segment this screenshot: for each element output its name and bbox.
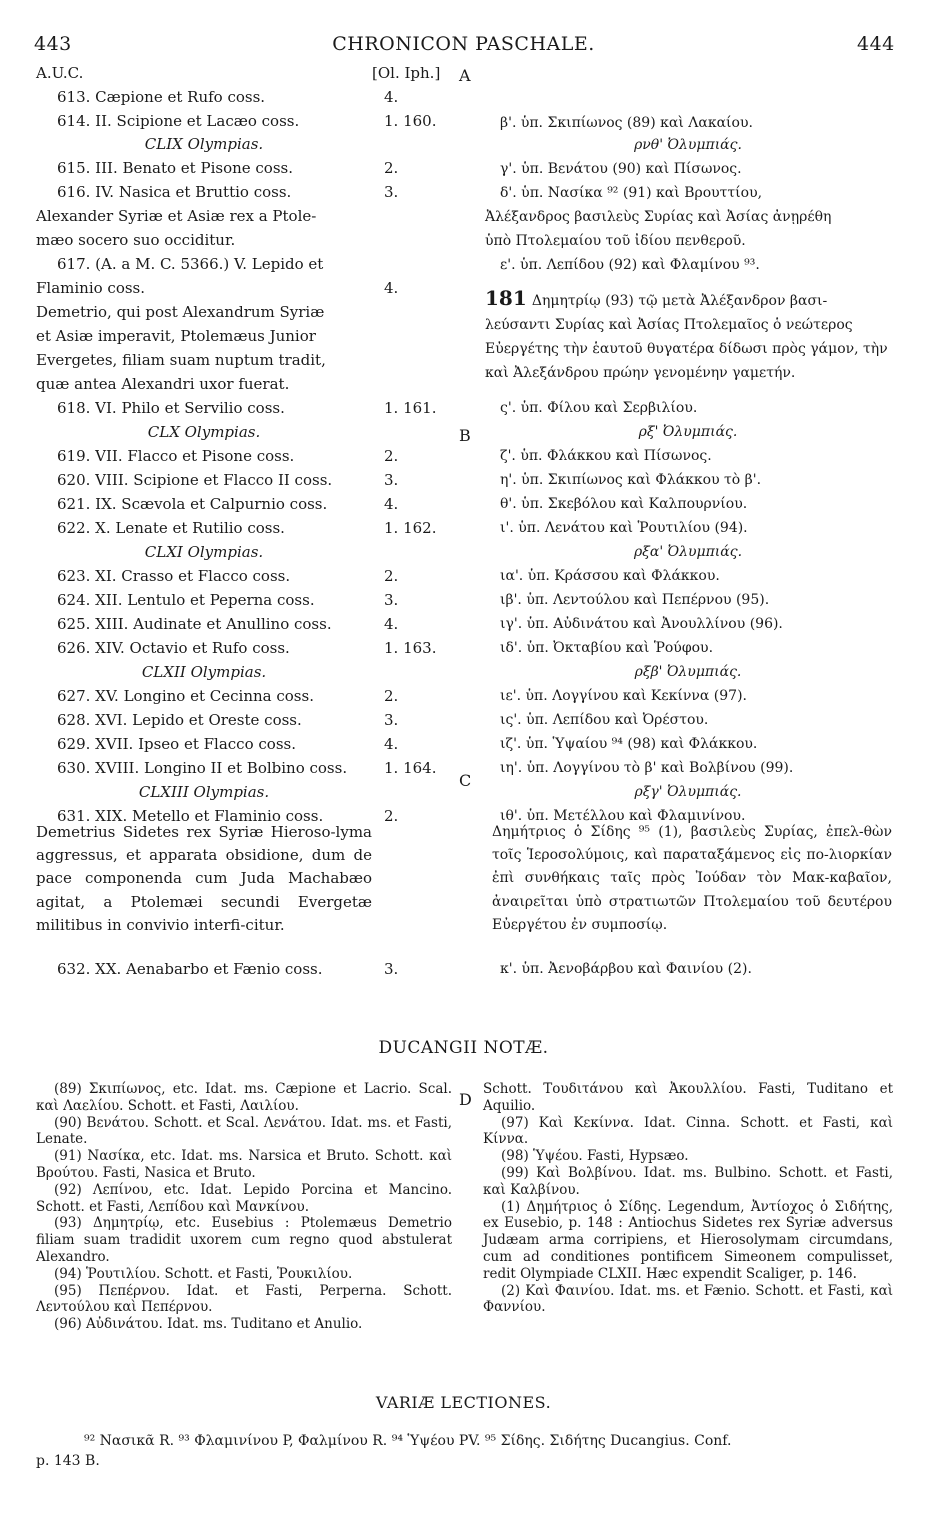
- latin-row-number: 3.: [384, 591, 399, 609]
- margin-letter-c: C: [459, 771, 472, 790]
- latin-row: 626. XIV. Octavio et Rufo coss.: [57, 639, 290, 657]
- greek-row: θ'. ὑπ. Σκεβόλου καὶ Καλπουρνίου.: [500, 496, 748, 512]
- note-entry: (1) Δημήτριος ὁ Σίδης. Legendum, Ἀντίοχος ὁ Σιδήτης, ex Eusebio, p. 148 : Antiochus Sidetes rex Syriæ adversus Judæam arma corripiens, et Hierosolymam circumdans, cum ad conditiones pontificem Simeonem compulisset, redit Olympiade CLXII. Hæc expendit Scaliger, p. 146.: [483, 1198, 893, 1282]
- note-entry: Schott. Τουδιτάνου καὶ Ἀκουλλίου. Fasti, Tuditano et Aquilio.: [483, 1081, 893, 1114]
- latin-demetrius-paragraph: Demetrius Sidetes rex Syriæ Hieroso-lyma aggressus, et apparata obsidione, dum de pace componenda cum Juda Machabæo agitat, a Ptolemæi secundi Evergetæ militibus in convivio interfi-citur.: [36, 823, 372, 934]
- greek-row: ς'. ὑπ. Φίλου καὶ Σερβιλίου.: [500, 400, 698, 416]
- note-entry: (96) Αὐδινάτου. Idat. ms. Tuditano et Anulio.: [54, 1316, 363, 1333]
- latin-row-number: 4.: [384, 279, 399, 297]
- page-title: CHRONICON PASCHALE.: [332, 33, 595, 55]
- latin-row-number: 2.: [384, 159, 399, 177]
- latin-row: 629. XVII. Ipseo et Flacco coss.: [57, 735, 296, 753]
- greek-row: ις'. ὑπ. Λεπίδου καὶ Ὀρέστου.: [500, 712, 709, 728]
- latin-row: et Asiæ imperavit, Ptolemæus Junior: [36, 327, 316, 345]
- latin-row-number: 2.: [384, 687, 399, 705]
- latin-row: 624. XII. Lentulo et Peperna coss.: [57, 591, 315, 609]
- latin-row-number: 4.: [384, 615, 399, 633]
- note-entry: (93) Δημητρίῳ, etc. Eusebius : Ptolemæus Demetrio filiam suam tradidit uxorem cum regno quod abstulerat Alexandro.: [36, 1215, 452, 1265]
- greek-last-row: κ'. ὑπ. Ἀενοβάρβου καὶ Φαινίου (2).: [500, 961, 752, 977]
- latin-row: CLXII Olympias.: [141, 663, 267, 681]
- variae-line-2: p. 143 B.: [36, 1453, 100, 1469]
- greek-row: ε'. ὑπ. Λεπίδου (92) καὶ Φλαμίνου ⁹³.: [500, 257, 760, 273]
- greek-row: ρνθ' Ὀλυμπιάς.: [634, 137, 742, 153]
- latin-row: 614. II. Scipione et Lacæo coss.: [57, 112, 300, 130]
- latin-row: 628. XVI. Lepido et Oreste coss.: [57, 711, 302, 729]
- greek-row: Ἀλέξανδρος βασιλεὺς Συρίας καὶ Ἀσίας ἀνῃρέθη: [485, 209, 832, 225]
- greek-row: ιβ'. ὑπ. Λεντούλου καὶ Πεπέρνου (95).: [500, 592, 770, 608]
- greek-row: ιθ'. ὑπ. Μετέλλου καὶ Φλαμινίνου.: [500, 808, 746, 824]
- latin-row-number: 2.: [384, 807, 399, 825]
- latin-row: 620. VIII. Scipione et Flacco II coss.: [57, 471, 333, 489]
- latin-row: 622. X. Lenate et Rutilio coss.: [57, 519, 285, 537]
- margin-letter-a: A: [459, 66, 471, 85]
- latin-row-number: 3.: [384, 711, 399, 729]
- latin-last-number: 3.: [384, 960, 399, 978]
- latin-row: 631. XIX. Metello et Flaminio coss.: [57, 807, 324, 825]
- note-entry: (94) Ῥουτιλίου. Schott. et Fasti, Ῥουκιλίου.: [54, 1265, 353, 1282]
- latin-row: mæo socero suo occiditur.: [36, 231, 236, 249]
- greek-row: γ'. ὑπ. Βενάτου (90) καὶ Πίσωνος.: [500, 161, 742, 177]
- latin-row: Flaminio coss.: [36, 279, 146, 297]
- greek-row: ρξγ' Ὀλυμπιάς.: [634, 784, 742, 800]
- greek-row: ρξβ' Ὀλυμπιάς.: [634, 664, 742, 680]
- latin-row-number: 3.: [384, 471, 399, 489]
- latin-row-number: 1. 164.: [384, 759, 437, 777]
- latin-row: Alexander Syriæ et Asiæ rex a Ptole-: [36, 207, 317, 225]
- greek-row: ιε'. ὑπ. Λογγίνου καὶ Κεκίννα (97).: [500, 688, 747, 704]
- note-entry: (2) Καὶ Φαινίου. Idat. ms. et Fænio. Schott. et Fasti, καὶ Φαννίου.: [483, 1282, 893, 1316]
- note-entry: (95) Πεπέρνου. Idat. et Fasti, Perperna. Schott. Λεντούλου καὶ Πεπέρνου.: [36, 1282, 452, 1316]
- latin-row: 618. VI. Philo et Servilio coss.: [57, 399, 285, 417]
- page-number-left: 443: [34, 33, 72, 55]
- greek-paragraph-text: Δημητρίῳ (93) τῷ μετὰ Ἀλέξανδρον βασι-λεύσαντι Συρίας καὶ Ἀσίας Πτολεμαῖος ὁ νεώτερος Εὐεργέτης τὴν ἑαυτοῦ θυγατέρα δίδωσι πρὸς γάμον, τὴν καὶ Ἀλεξάνδρου πρώην γενομένην γαμετήν.: [485, 293, 888, 381]
- greek-row: ρξα' Ὀλυμπιάς.: [633, 544, 743, 560]
- latin-row: CLXIII Olympias.: [138, 783, 270, 801]
- latin-row: 623. XI. Crasso et Flacco coss.: [57, 567, 291, 585]
- greek-row: ιζ'. ὑπ. Ὑψαίου ⁹⁴ (98) καὶ Φλάκκου.: [500, 736, 758, 752]
- margin-letter-d: D: [459, 1090, 472, 1109]
- latin-row-number: 1. 160.: [384, 112, 437, 130]
- note-entry: (91) Νασίκα, etc. Idat. ms. Narsica et Bruto. Schott. καὶ Βρούτου. Fasti, Nasica et Bruto.: [36, 1148, 452, 1181]
- notes-right-column: [483, 1081, 893, 1316]
- note-entry: (92) Λεπίνου, etc. Idat. Lepido Porcina et Mancino. Schott. et Fasti, Λεπίδου καὶ Μανκίνου.: [36, 1181, 452, 1215]
- variae-line-1: ⁹² Νασικᾶ R. ⁹³ Φλαμινίνου P, Φαλμίνου R. ⁹⁴ Ὑψέου PV. ⁹⁵ Σίδης. Σιδήτης Ducangius. Conf.: [84, 1433, 732, 1449]
- variae-title: VARIÆ LECTIONES.: [375, 1393, 552, 1412]
- latin-row: quæ antea Alexandri uxor fuerat.: [36, 375, 290, 393]
- latin-row: Demetrio, qui post Alexandrum Syriæ: [36, 303, 325, 321]
- greek-row: β'. ὑπ. Σκιπίωνος (89) καὶ Λακαίου.: [500, 115, 753, 131]
- note-entry: (97) Καὶ Κεκίννα. Idat. Cinna. Schott. et Fasti, καὶ Κίννα.: [483, 1114, 893, 1148]
- greek-paragraph-181: [485, 286, 891, 385]
- latin-row: 627. XV. Longino et Cecinna coss.: [57, 687, 314, 705]
- greek-row: ι'. ὑπ. Λενάτου καὶ Ῥουτιλίου (94).: [500, 520, 748, 536]
- latin-row-number: 1. 163.: [384, 639, 437, 657]
- latin-row: Evergetes, filiam suam nuptum tradit,: [36, 351, 326, 369]
- greek-row: ρξ' Ὀλυμπιάς.: [638, 424, 738, 440]
- latin-row-number: 2.: [384, 447, 399, 465]
- latin-row-number: 4.: [384, 495, 399, 513]
- note-entry: (98) Ὑψέου. Fasti, Hypsæo.: [501, 1148, 689, 1165]
- greek-row: ζ'. ὑπ. Φλάκκου καὶ Πίσωνος.: [500, 448, 712, 464]
- latin-row-number: 1. 161.: [384, 399, 437, 417]
- greek-row: ια'. ὑπ. Κράσσου καὶ Φλάκκου.: [500, 568, 720, 584]
- greek-demetrius-paragraph: Δημήτριος ὁ Σίδης ⁹⁵ (1), βασιλεὺς Συρίας, ἐπελ-θὼν τοῖς Ἱεροσολύμοις, καὶ παραταξάμενος εἰς πο-λιορκίαν ἐπὶ συνθήκαις ταῖς πρὸς Ἰούδαν τὸν Μακ-καβαῖον, ἀναιρεῖται ὑπὸ στρατιωτῶν Πτολεμαίου τοῦ δευτέρου Εὐεργέτου ἐν συμποσίῳ.: [492, 824, 892, 933]
- greek-row: ιγ'. ὑπ. Αὐδινάτου καὶ Ἀνουλλίνου (96).: [500, 616, 783, 632]
- greek-row: δ'. ὑπ. Νασίκα ⁹² (91) καὶ Βρουττίου,: [500, 185, 763, 201]
- note-entry: (99) Καὶ Βολβίνου. Idat. ms. Bulbino. Schott. et Fasti, καὶ Καλβίνου.: [483, 1164, 893, 1198]
- latin-row-number: [Ol. Iph.]: [372, 64, 441, 82]
- latin-row: A.U.C.: [36, 64, 84, 82]
- note-entry: (89) Σκιπίωνος, etc. Idat. ms. Cæpione et Lacrio. Scal. καὶ Λαελίου. Schott. et Fasti, Λαιλίου.: [36, 1081, 452, 1114]
- section-number: 181: [485, 286, 527, 310]
- latin-row-number: 4.: [384, 88, 399, 106]
- latin-row: CLX Olympias.: [147, 423, 261, 441]
- latin-row-number: 1. 162.: [384, 519, 437, 537]
- page-number-right: 444: [857, 33, 895, 55]
- note-entry: (90) Βενάτου. Schott. et Scal. Λενάτου. Idat. ms. et Fasti, Lenate.: [36, 1114, 452, 1148]
- greek-row: ιη'. ὑπ. Λογγίνου τὸ β' καὶ Βολβίνου (99).: [500, 760, 794, 776]
- latin-row: 619. VII. Flacco et Pisone coss.: [57, 447, 295, 465]
- latin-row: 625. XIII. Audinate et Anullino coss.: [57, 615, 332, 633]
- latin-row: 617. (A. a M. C. 5366.) V. Lepido et: [57, 255, 324, 273]
- latin-last-row: 632. XX. Aenabarbo et Fænio coss.: [57, 960, 323, 978]
- latin-row: CLIX Olympias.: [144, 135, 264, 153]
- latin-row-number: 3.: [384, 183, 399, 201]
- latin-row: 613. Cæpione et Rufo coss.: [57, 88, 266, 106]
- notes-left-column: [36, 1081, 452, 1333]
- greek-row: ὑπὸ Πτολεμαίου τοῦ ἰδίου πενθεροῦ.: [485, 233, 746, 249]
- latin-row-number: 2.: [384, 567, 399, 585]
- latin-row: 630. XVIII. Longino II et Bolbino coss.: [57, 759, 348, 777]
- margin-letter-b: B: [459, 426, 471, 445]
- greek-row: ιδ'. ὑπ. Ὀκταβίου καὶ Ῥούφου.: [500, 640, 714, 656]
- latin-row-number: 4.: [384, 735, 399, 753]
- latin-row: 615. III. Benato et Pisone coss.: [57, 159, 294, 177]
- latin-row: 616. IV. Nasica et Bruttio coss.: [57, 183, 292, 201]
- greek-row: η'. ὑπ. Σκιπίωνος καὶ Φλάκκου τὸ β'.: [500, 472, 762, 488]
- latin-row: CLXI Olympias.: [144, 543, 264, 561]
- latin-row: 621. IX. Scævola et Calpurnio coss.: [57, 495, 328, 513]
- notes-title: DUCANGII NOTÆ.: [378, 1038, 549, 1058]
